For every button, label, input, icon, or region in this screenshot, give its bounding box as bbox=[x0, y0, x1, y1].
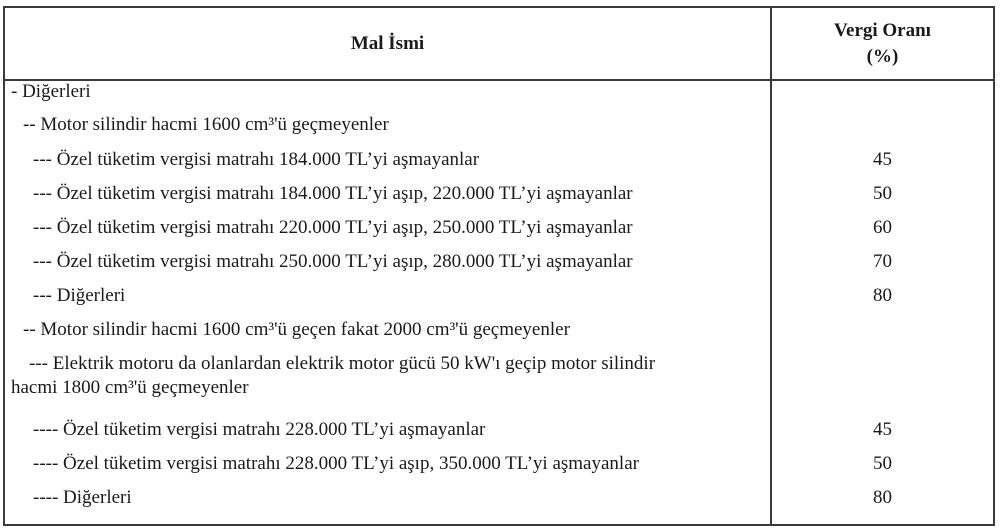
goods-name-cell: --- Elektrik motoru da olanlardan elektrik motor gücü 50 kW'ı geçip motor silindir bbox=[29, 353, 656, 374]
table-header-row bbox=[5, 8, 993, 81]
goods-name-cell: -- Motor silindir hacmi 1600 cm³'ü geçmeyenler bbox=[23, 114, 389, 135]
tax-rate-cell: 50 bbox=[873, 183, 892, 204]
goods-name-cell: --- Özel tüketim vergisi matrahı 220.000 TL’yi aşıp, 250.000 TL’yi aşmayanlar bbox=[33, 217, 633, 238]
header-goods-name: Mal İsmi bbox=[350, 32, 425, 54]
tax-rate-table bbox=[3, 6, 995, 526]
header-tax-rate-label: Vergi Oranı bbox=[834, 19, 931, 41]
goods-name-cell: --- Özel tüketim vergisi matrahı 184.000 TL’yi aşıp, 220.000 TL’yi aşmayanlar bbox=[33, 183, 633, 204]
tax-rate-cell: 50 bbox=[873, 453, 892, 474]
tax-rate-cell: 70 bbox=[873, 251, 892, 272]
goods-name-cell: ---- Özel tüketim vergisi matrahı 228.000 TL’yi aşıp, 350.000 TL’yi aşmayanlar bbox=[33, 453, 639, 474]
goods-name-cell: --- Özel tüketim vergisi matrahı 184.000 TL’yi aşmayanlar bbox=[33, 149, 480, 170]
header-tax-rate-unit: (%) bbox=[866, 45, 899, 67]
goods-name-cell: ---- Özel tüketim vergisi matrahı 228.000 TL’yi aşmayanlar bbox=[33, 419, 486, 440]
tax-rate-cell: 80 bbox=[873, 487, 892, 508]
tax-rate-cell: 45 bbox=[873, 419, 892, 440]
tax-rate-cell: 60 bbox=[873, 217, 892, 238]
goods-name-cell: hacmi 1800 cm³'ü geçmeyenler bbox=[11, 377, 249, 398]
tax-rate-cell: 80 bbox=[873, 285, 892, 306]
header-tax-rate bbox=[772, 8, 993, 79]
goods-name-cell: ---- Diğerleri bbox=[33, 487, 132, 508]
goods-name-cell: -- Motor silindir hacmi 1600 cm³'ü geçen fakat 2000 cm³'ü geçmeyenler bbox=[23, 319, 570, 340]
tax-rate-cell: 45 bbox=[873, 149, 892, 170]
goods-name-cell: - Diğerleri bbox=[11, 81, 91, 102]
goods-name-cell: --- Özel tüketim vergisi matrahı 250.000 TL’yi aşıp, 280.000 TL’yi aşmayanlar bbox=[33, 251, 633, 272]
goods-name-cell: --- Diğerleri bbox=[33, 285, 126, 306]
